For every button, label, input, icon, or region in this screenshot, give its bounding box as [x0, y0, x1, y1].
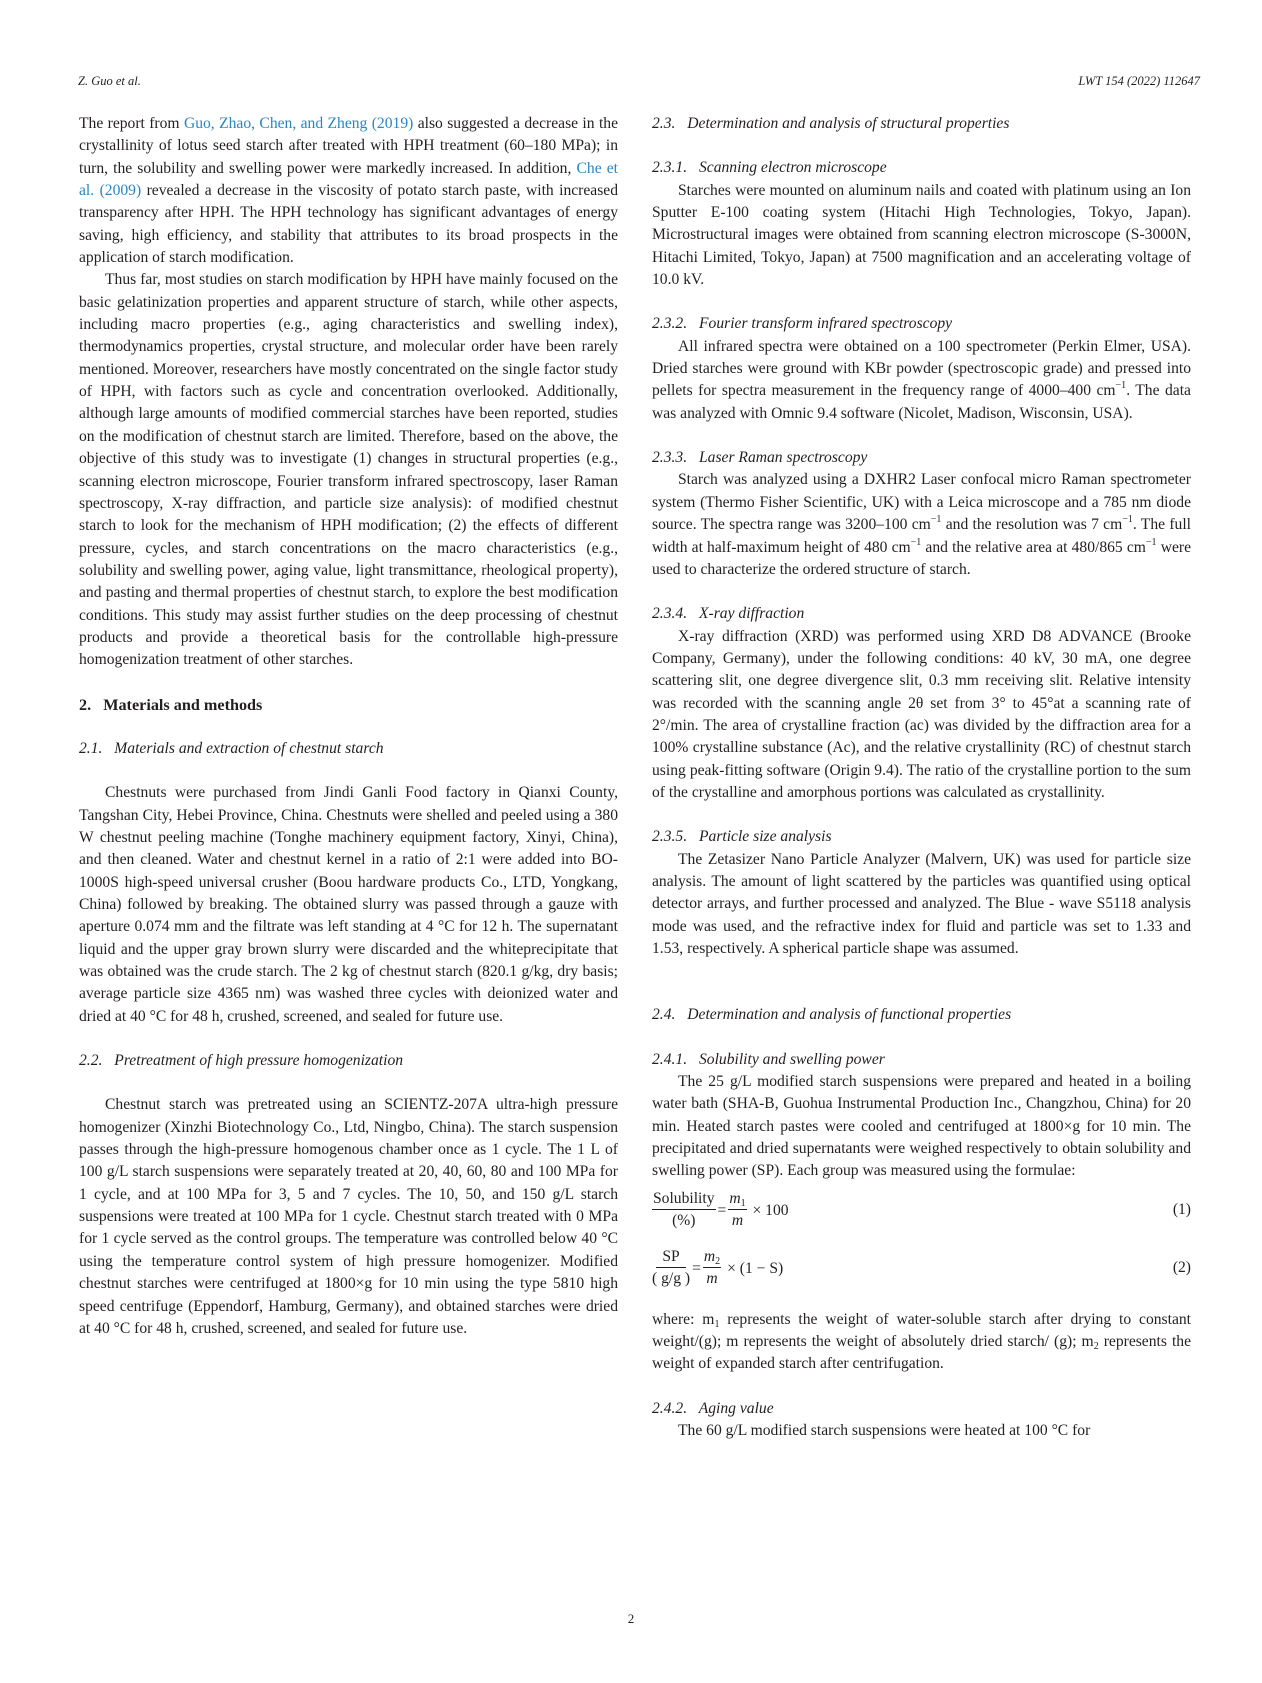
- section-2-4-2-paragraph: The 60 g/L modified starch suspensions were heated at 100 °C for: [678, 1422, 1091, 1440]
- running-head-journal: LWT 154 (2022) 112647: [1078, 74, 1200, 88]
- running-head-authors: Z. Guo et al.: [78, 74, 141, 88]
- section-2-3-4-paragraph: X-ray diffraction (XRD) was performed using XRD D8 ADVANCE (Brooke Company, Germany), under the following conditions: 40 kV, 30 mA, one degree scattering slit, one degree divergence slit, 0.3 mm receiving slit. Relative intensity was recorded with the scanning angle 2θ set from 3° to 45°at a scanning rate of 2°/min. The area of crystalline fraction (ac) was divided by the diffraction area for a 100% crystalline substance (Ac), and the relative crystallinity (RC) of chestnut starch using peak-fitting software (Origin 9.4). The ratio of the crystalline portion to the sum of the crystalline and amorphous portions was calculated as crystallinity.: [652, 627, 1191, 801]
- section-heading-2: 2. Materials and methods: [79, 695, 263, 714]
- section-2-3-5-paragraph: The Zetasizer Nano Particle Analyzer (Malvern, UK) was used for particle size analysis. The amount of light scattered by the particles was quantified using optical detector arrays, and further processed and analyzed. The Blue - wave S5118 analysis mode was used, and the refractive index for fluid and particle was set to 1.33 and 1.53, respectively. A spherical particle shape was assumed.: [652, 850, 1191, 957]
- intro-paragraph-2: Thus far, most studies on starch modification by HPH have mainly focused on the basic gelatinization properties and apparent structure of starch, while other aspects, including macro properties (e.g., aging characteristics and swelling index), thermodynamics properties, crystal structure, and molecular order have been rarely mentioned. Moreover, researchers have mostly concentrated on the single factor study of HPH, with factors such as cycle and concentration overlooked. Additionally, although large amounts of modified commercial starches have been reported, studies on the modification of chestnut starch are limited. Therefore, based on the above, the objective of this study was to investigate (1) changes in structural properties (e.g., scanning electron microscope, Fourier transform infrared spectroscopy, laser Raman spectroscopy, X-ray diffraction, and particle size analysis): of modified chestnut starch to look for the mechanism of HPH modification; (2) the effects of different pressure, cycles, and starch concentrations on the macro characteristics (e.g., solubility and swelling power, aging value, light transmittance, rheological property), and pasting and thermal properties of chestnut starch, to explore the best modification conditions. This study may assist further studies on the deep processing of chestnut products and provide a theoretical basis for the controllable high-pressure homogenization treatment of other starches.: [79, 271, 618, 669]
- section-heading-2-3-3: 2.3.3. Laser Raman spectroscopy: [652, 449, 868, 467]
- section-heading-2-3: 2.3. Determination and analysis of structural properties: [652, 115, 1010, 132]
- intro-paragraph-1: The report from Guo, Zhao, Chen, and Zheng (2019) also suggested a decrease in the crystallinity of lotus seed starch after treated with HPH treatment (60–180 MPa); in turn, the solubility and swelling power were markedly increased. In addition, Che et al. (2009) revealed a decrease in the viscosity of potato starch paste, with increased transparency after HPH. The HPH technology has significant advantages of energy saving, high efficiency, and stability that attributes to its broad prospects in the application of starch modification.: [79, 115, 619, 267]
- equation-2-swelling-power: $\frac{SP}{( g/g )}$ = $\frac{m_2}{m}$ × (1 − S) (2): [652, 1247, 1191, 1291]
- section-heading-2-3-5: 2.3.5. Particle size analysis: [652, 828, 832, 846]
- equation-1-rhs: $\frac{m_1}{m}$: [729, 1190, 746, 1230]
- citation-link-guo-2019[interactable]: Guo, Zhao, Chen, and Zheng (2019): [183, 115, 414, 132]
- section-heading-2-3-2: 2.3.2. Fourier transform infrared spectroscopy: [652, 315, 953, 333]
- section-2-4-1-paragraph: The 25 g/L modified starch suspensions were prepared and heated in a boiling water bath (SHA-B, Guohua Instrumental Production Inc., Changzhou, China) for 20 min. Heated starch pastes were cooled and centrifuged at 1800×g for 10 min. The precipitated and dried supernatants were weighed respectively to obtain solubility and swelling power (SP). Each group was measured using the formulae:: [652, 1073, 1191, 1180]
- section-heading-2-1: 2.1. Materials and extraction of chestnut starch: [79, 739, 384, 757]
- section-heading-2-2: 2.2. Pretreatment of high pressure homogenization: [79, 1052, 404, 1070]
- equation-1-lhs: $\frac{\text{Solubility}}{(\%)}$: [653, 1190, 715, 1230]
- equation-2-rhs: $\frac{m_2}{m}$: [703, 1248, 721, 1288]
- section-2-3-3-paragraph: Starch was analyzed using a DXHR2 Laser confocal micro Raman spectrometer system (Thermo Fisher Scientific, UK) with a Leica microscope and a 785 nm diode source. The spectra range was 3200–100 $cm^{-1}$ and the resolution was 7 $cm^{-1}$. The full width at half-maximum height of 480 $cm^{-1}$ and the relative area at 480/865 $cm^{-1}$ were used to characterize the ordered structure of starch.: [652, 471, 1191, 578]
- equation-2-lhs: $\frac{SP}{( g/g )}$: [652, 1248, 691, 1288]
- section-2-3-1-paragraph: Starches were mounted on aluminum nails and coated with platinum using an Ion Sputter E-100 coating system (Hitachi High Technologies, Tokyo, Japan). Microstructural images were obtained from scanning electron microscope (S-3000N, Hitachi Limited, Tokyo, Japan) at 7500 magnification and an accelerating voltage of 10.0 kV.: [652, 181, 1191, 289]
- left-column: [79, 113, 618, 1340]
- page-number: 2: [627, 1611, 635, 1626]
- equation-where-paragraph: where: $m_1$ represents the weight of water-soluble starch after drying to constant weight/(g); m represents the weight of absolutely dried starch/ (g); $m_2$ represents the weight of expanded starch after centrifugation.: [652, 1310, 1191, 1373]
- section-heading-2-3-4: 2.3.4. X-ray diffraction: [652, 605, 805, 623]
- section-heading-2-4-2: 2.4.2. Aging value: [652, 1399, 774, 1417]
- equation-2-label: (2): [1172, 1258, 1191, 1276]
- section-2-1-paragraph: Chestnuts were purchased from Jindi Ganli Food factory in Qianxi County, Tangshan City, Hebei Province, China. Chestnuts were shelled and peeled using a 380 W chestnut peeling machine (Tonghe machinery equipment factory, Xinyi, China), and then cleaned. Water and chestnut kernel in a ratio of 2:1 were added into BO-1000S high-speed universal crusher (Boou hardware products Co., LTD, Yongkang, China) followed by breaking. The obtained slurry was passed through a gauze with aperture 0.074 mm and the filtrate was left standing at 4 °C for 12 h. The supernatant liquid and the upper gray brown slurry were discarded and the whiteprecipitate that was obtained was the crude starch. The 2 kg of chestnut starch (820.1 g/kg, dry basis; average particle size 4365 nm) was washed three cycles with deionized water and dried at 40 °C for 48 h, crushed, screened, and sealed for future use.: [79, 784, 618, 1025]
- section-heading-2-4-1: 2.4.1. Solubility and swelling power: [652, 1050, 885, 1068]
- section-heading-2-4: 2.4. Determination and analysis of functional properties: [652, 1006, 1012, 1024]
- equation-1-solubility: $\frac{\text{Solubility}}{(\%)}$ = $\frac{m_1}{m}$ × 100 (1): [652, 1189, 1191, 1233]
- section-2-2-paragraph: Chestnut starch was pretreated using an SCIENTZ-207A ultra-high pressure homogenizer (Xinzhi Biotechnology Co., Ltd, Ningbo, China). The starch suspension passes through the high-pressure homogenous chamber once as 1 cycle. The 1 L of 100 g/L starch suspensions were separately treated at 20, 40, 60, 80 and 100 MPa for 1 cycle, and at 100 MPa for 3, 5 and 7 cycles. The 10, 50, and 150 g/L starch suspensions were treated at 100 MPa for 1 cycle. Chestnut starch treated with 0 MPa for 1 cycle served as the control groups. The temperature was controlled below 40 °C using the temperature control system of high pressure homogenizer. Modified chestnut starches were centrifuged at 1800×g for 10 min using the type 5810 high speed centrifuge (Eppendorf, Hamburg, Germany), and obtained starches were dried at 40 °C for 48 h, crushed, screened, and sealed for future use.: [79, 1096, 618, 1337]
- section-2-3-2-paragraph: All infrared spectra were obtained on a 100 spectrometer (Perkin Elmer, USA). Dried starches were ground with KBr powder (spectroscopic grade) and pressed into pellets for spectra measurement in the frequency range of 4000–400 $cm^{-1}$. The data was analyzed with Omnic 9.4 software (Nicolet, Madison, Wisconsin, USA).: [652, 337, 1191, 422]
- right-column: [652, 113, 1191, 1442]
- equation-1-label: (1): [1172, 1200, 1191, 1218]
- section-heading-2-3-1: 2.3.1. Scanning electron microscope: [652, 159, 887, 177]
- citation-link-che-2009[interactable]: Che et al. (2009): [79, 159, 618, 200]
